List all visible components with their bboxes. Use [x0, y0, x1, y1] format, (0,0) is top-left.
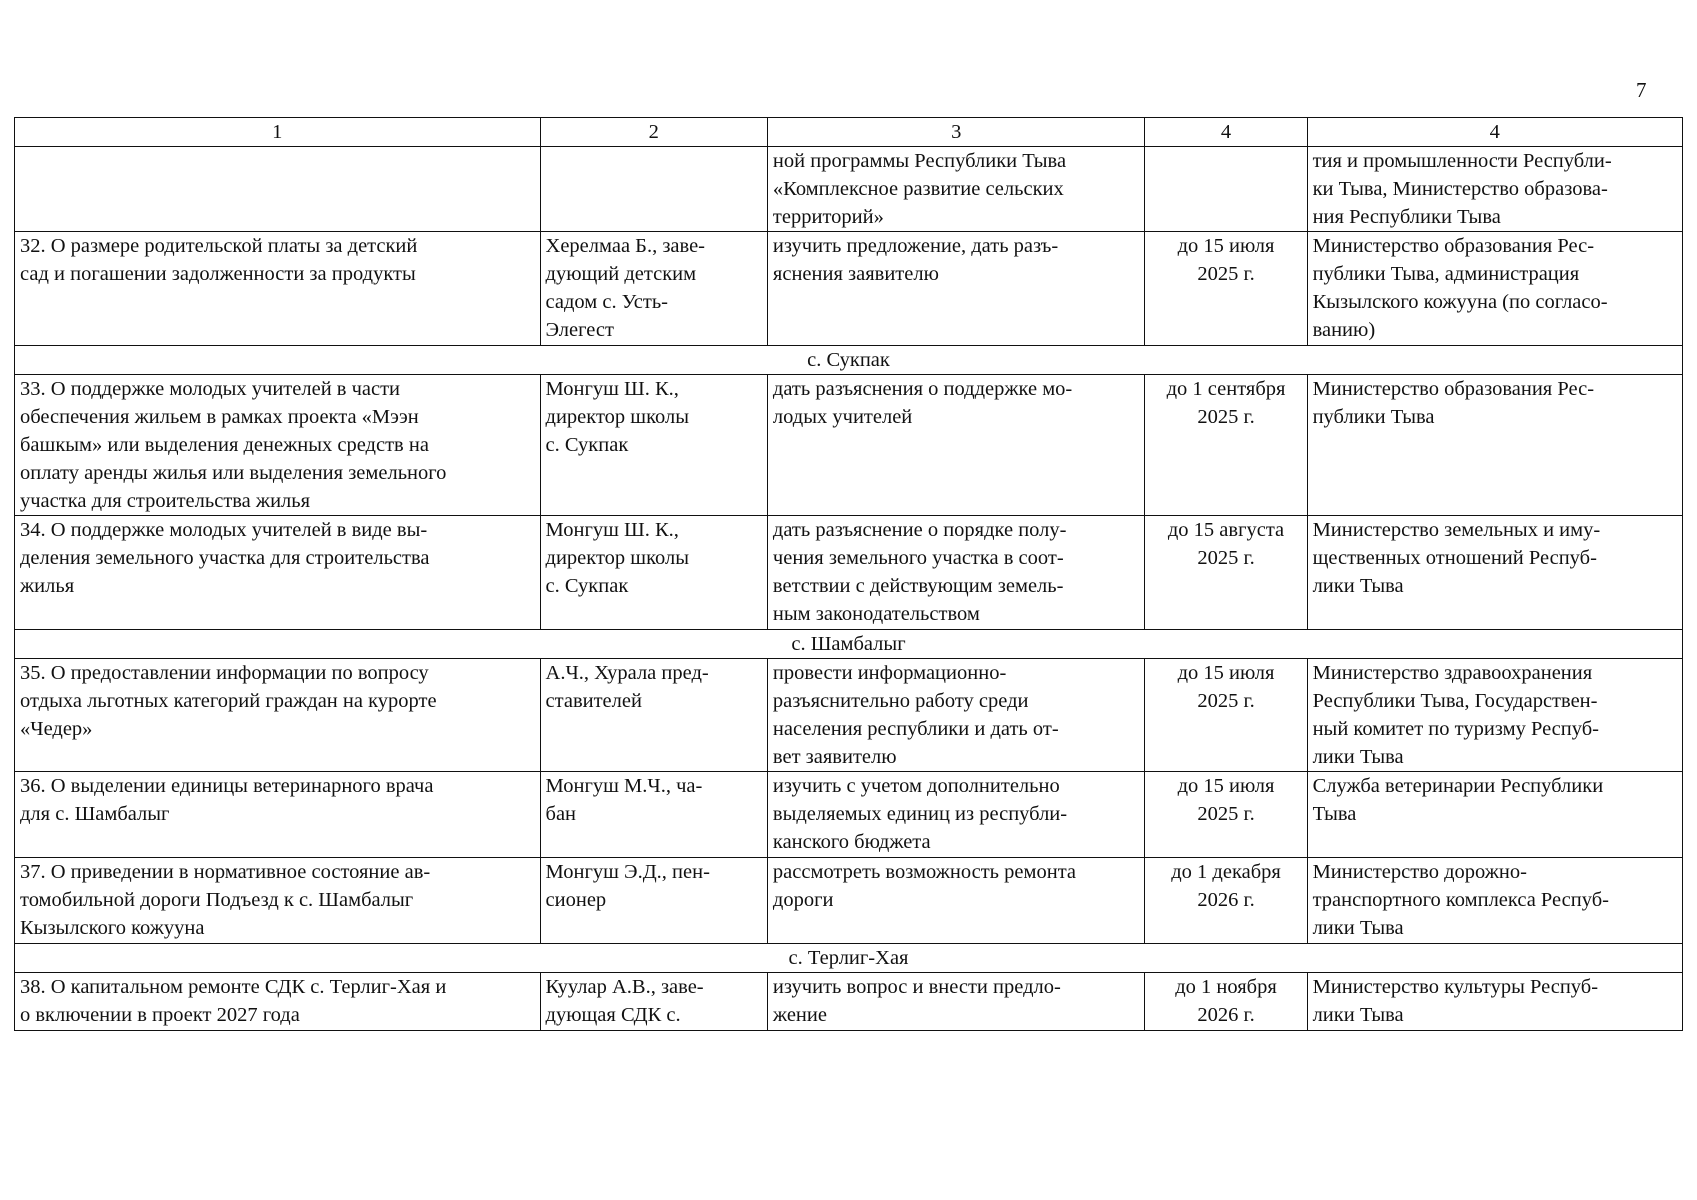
- issue-cell: 38. О капитальном ремонте СДК с. Терлиг-Хая и о включении в проект 2027 года: [15, 973, 541, 1031]
- column-header: 4: [1307, 118, 1682, 147]
- action-cell: ной программы Республики Тыва «Комплексное развитие сельских территорий»: [767, 147, 1145, 232]
- deadline-cell: до 15 июля 2025 г.: [1145, 232, 1307, 346]
- applicant-cell: Монгуш М.Ч., ча- бан: [540, 772, 767, 858]
- action-cell: дать разъяснение о порядке полу- чения земельного участка в соот- ветствии с действующим земель- ным законодательством: [767, 516, 1145, 630]
- issue-cell: 36. О выделении единицы ветеринарного врача для с. Шамбалыг: [15, 772, 541, 858]
- issue-cell: 34. О поддержке молодых учителей в виде вы- деления земельного участка для строительства жилья: [15, 516, 541, 630]
- column-header: 4: [1145, 118, 1307, 147]
- deadline-cell: до 1 ноября 2026 г.: [1145, 973, 1307, 1031]
- table-row: [15, 659, 1683, 772]
- action-cell: рассмотреть возможность ремонта дороги: [767, 858, 1145, 944]
- responsible-cell: Министерство культуры Респуб- лики Тыва: [1307, 973, 1682, 1031]
- section-row: [15, 630, 1683, 659]
- responsible-cell: Министерство образования Рес- публики Тыва: [1307, 375, 1682, 516]
- table-row: [15, 973, 1683, 1031]
- action-cell: изучить вопрос и внести предло- жение: [767, 973, 1145, 1031]
- deadline-cell: до 1 сентября 2025 г.: [1145, 375, 1307, 516]
- applicant-cell: [540, 147, 767, 232]
- deadline-cell: до 15 июля 2025 г.: [1145, 659, 1307, 772]
- responsible-cell: Министерство здравоохранения Республики Тыва, Государствен- ный комитет по туризму Респуб- лики Тыва: [1307, 659, 1682, 772]
- issue-cell: 33. О поддержке молодых учителей в части обеспечения жильем в рамках проекта «Мээн башкым» или выделения денежных средств на оплату аренды жилья или выделения земельного участка для строительства жилья: [15, 375, 541, 516]
- section-title: с. Сукпак: [15, 346, 1683, 375]
- deadline-cell: до 1 декабря 2026 г.: [1145, 858, 1307, 944]
- responsible-cell: Министерство дорожно- транспортного комплекса Респуб- лики Тыва: [1307, 858, 1682, 944]
- responsible-cell: тия и промышленности Республи- ки Тыва, Министерство образова- ния Республики Тыва: [1307, 147, 1682, 232]
- table-header-row: [15, 118, 1683, 147]
- table-row: [15, 772, 1683, 858]
- table-row: [15, 375, 1683, 516]
- section-row: [15, 944, 1683, 973]
- deadline-cell: до 15 августа 2025 г.: [1145, 516, 1307, 630]
- column-header: 1: [15, 118, 541, 147]
- responsible-cell: Министерство образования Рес- публики Тыва, администрация Кызылского кожууна (по согласо- ванию): [1307, 232, 1682, 346]
- responsible-cell: Служба ветеринарии Республики Тыва: [1307, 772, 1682, 858]
- column-header: 3: [767, 118, 1145, 147]
- action-cell: изучить предложение, дать разъ- яснения заявителю: [767, 232, 1145, 346]
- issue-cell: [15, 147, 541, 232]
- section-title: с. Терлиг-Хая: [15, 944, 1683, 973]
- applicant-cell: Монгуш Ш. К., директор школы с. Сукпак: [540, 516, 767, 630]
- responsible-cell: Министерство земельных и иму- щественных отношений Респуб- лики Тыва: [1307, 516, 1682, 630]
- applicant-cell: Монгуш Э.Д., пен- сионер: [540, 858, 767, 944]
- applicant-cell: Куулар А.В., заве- дующая СДК с.: [540, 973, 767, 1031]
- section-title: с. Шамбалыг: [15, 630, 1683, 659]
- table-row: [15, 858, 1683, 944]
- applicant-cell: А.Ч., Хурала пред- ставителей: [540, 659, 767, 772]
- applicant-cell: Монгуш Ш. К., директор школы с. Сукпак: [540, 375, 767, 516]
- deadline-cell: [1145, 147, 1307, 232]
- deadline-cell: до 15 июля 2025 г.: [1145, 772, 1307, 858]
- action-cell: провести информационно- разъяснительно работу среди населения республики и дать от- вет заявителю: [767, 659, 1145, 772]
- issue-cell: 32. О размере родительской платы за детский сад и погашении задолженности за продукты: [15, 232, 541, 346]
- applicant-cell: Херелмаа Б., заве- дующий детским садом с. Усть- Элегест: [540, 232, 767, 346]
- table-row: [15, 147, 1683, 232]
- action-cell: дать разъяснения о поддержке мо- лодых учителей: [767, 375, 1145, 516]
- table-row: [15, 232, 1683, 346]
- section-row: [15, 346, 1683, 375]
- column-header: 2: [540, 118, 767, 147]
- table-row: [15, 516, 1683, 630]
- action-cell: изучить с учетом дополнительно выделяемых единиц из республи- канского бюджета: [767, 772, 1145, 858]
- issue-cell: 37. О приведении в нормативное состояние ав- томобильной дороги Подъезд к с. Шамбалыг Кызылского кожууна: [15, 858, 541, 944]
- issue-cell: 35. О предоставлении информации по вопросу отдыха льготных категорий граждан на курорте «Чедер»: [15, 659, 541, 772]
- page-number: 7: [1636, 78, 1647, 102]
- measures-table: [14, 117, 1683, 1031]
